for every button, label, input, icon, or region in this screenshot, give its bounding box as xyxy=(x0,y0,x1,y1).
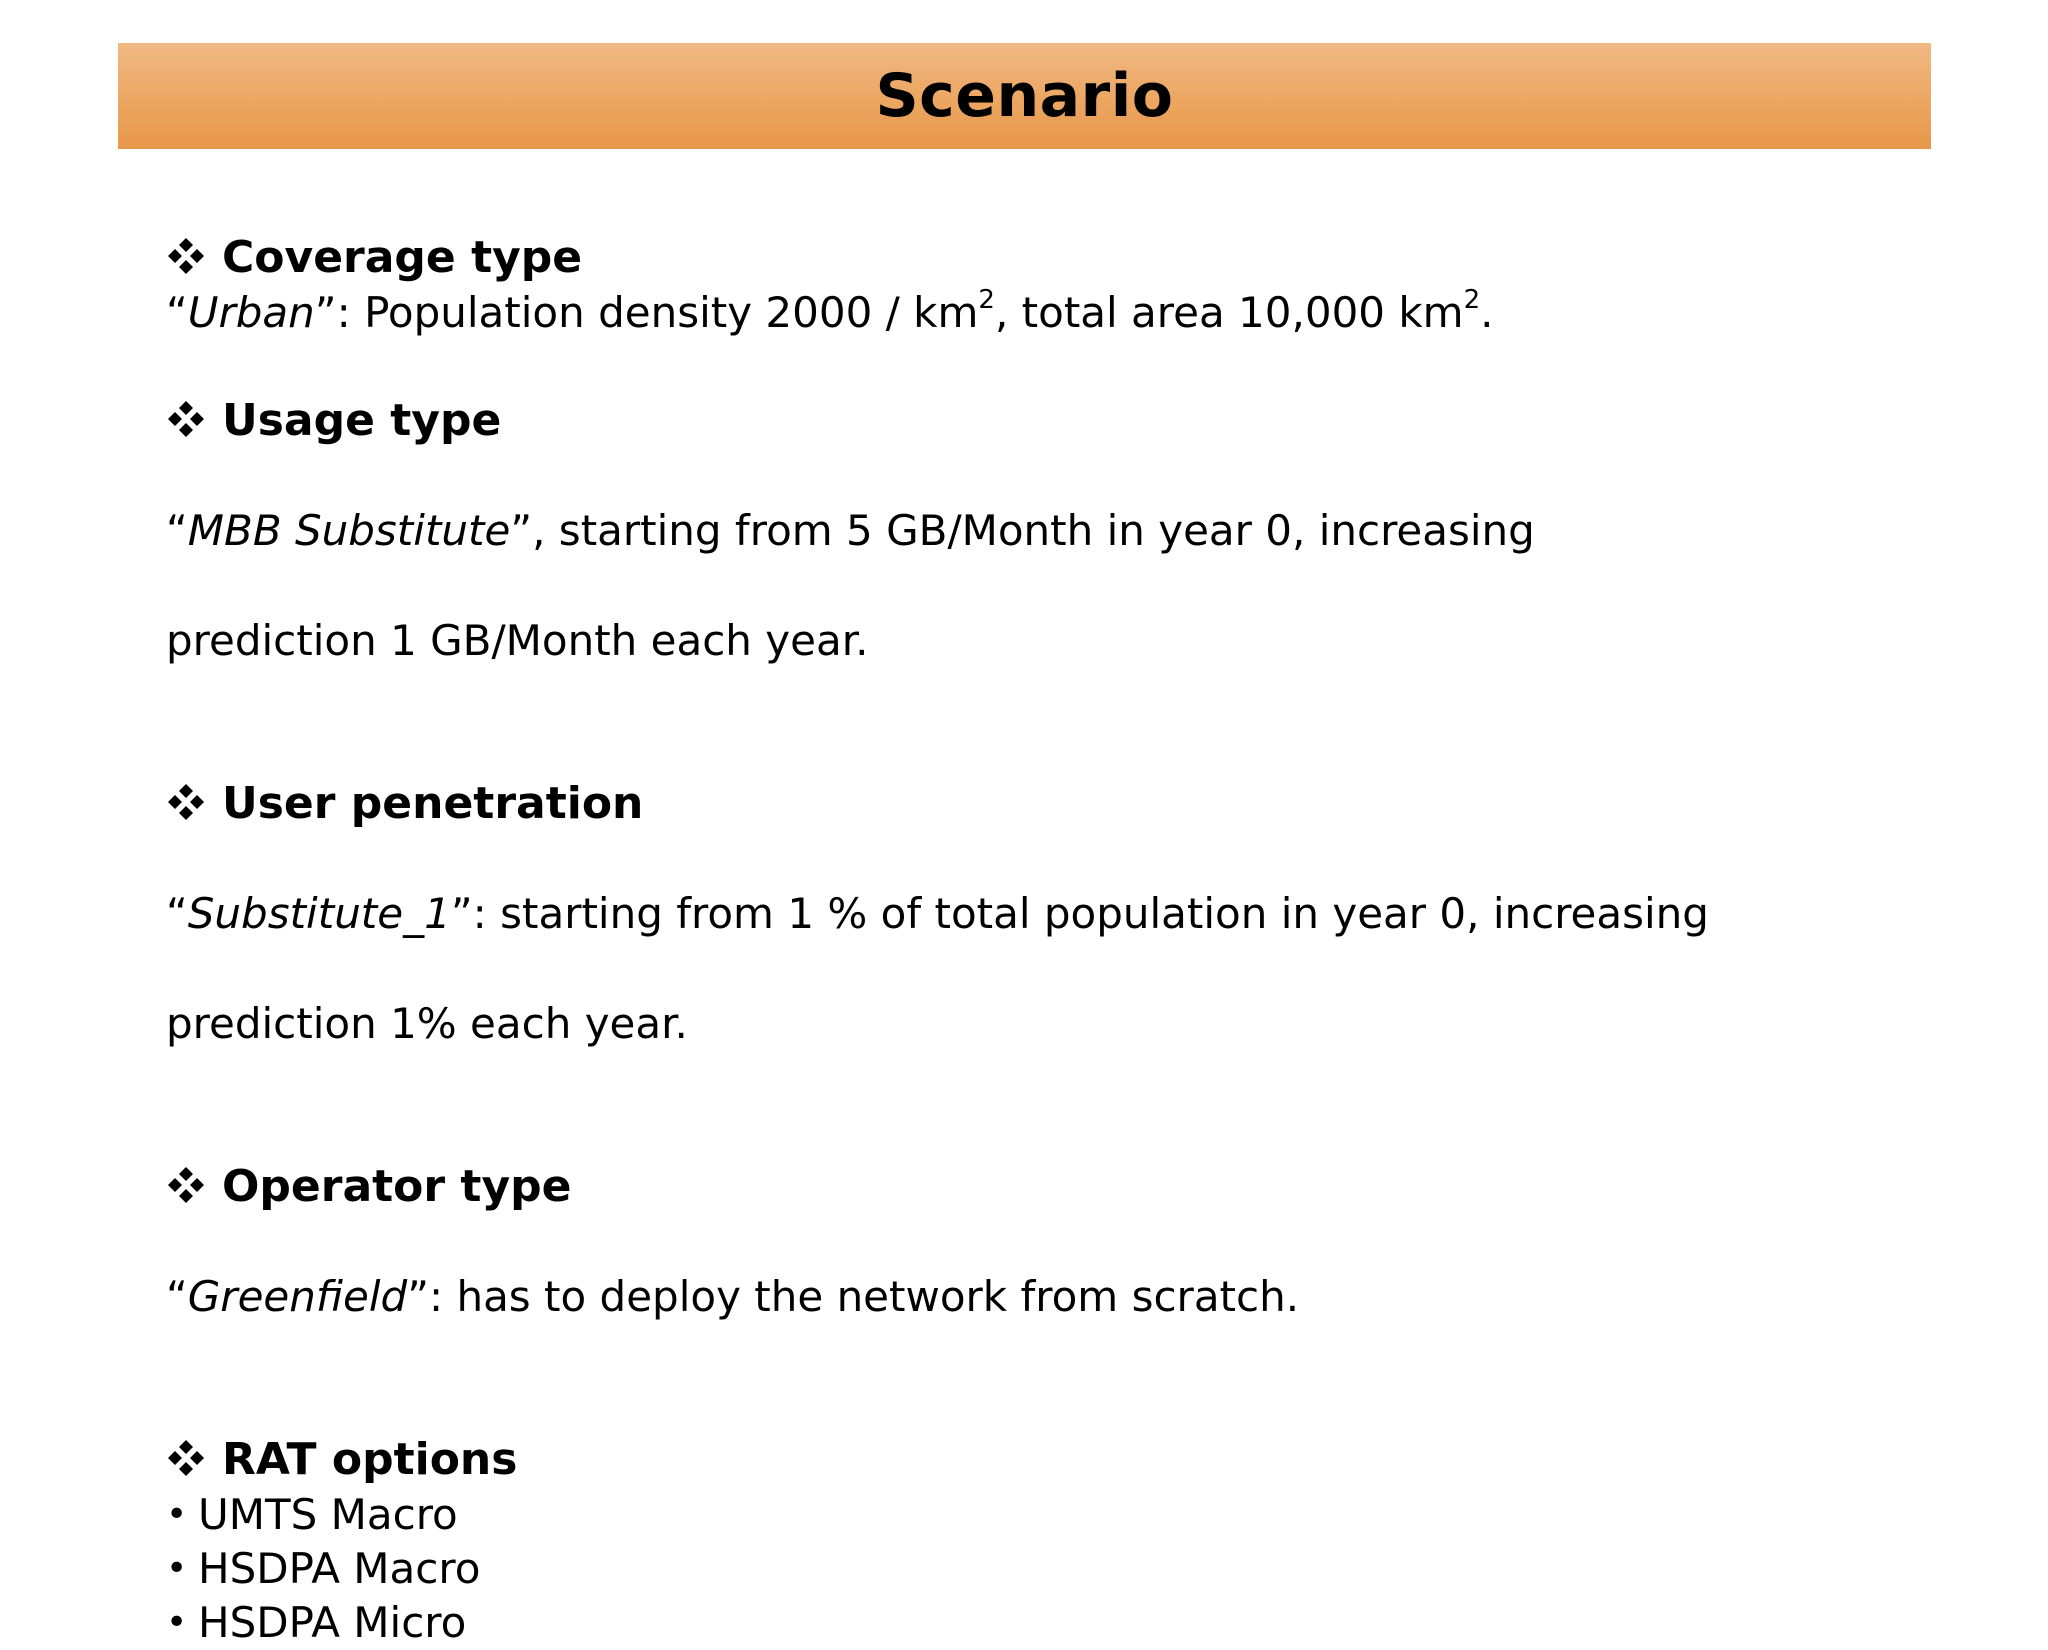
bullet-dot: • xyxy=(166,1547,188,1589)
page-title: Scenario xyxy=(875,61,1174,131)
body-line: “Substitute_1”: starting from 1 % of total population in year 0, increasing xyxy=(166,889,1709,938)
penetration-name: Substitute_1 xyxy=(187,889,451,938)
section-user-penetration xyxy=(166,776,1946,1106)
body-line: “Greenfield”: has to deploy the network from scratch. xyxy=(166,1272,1300,1321)
penetration-line1: : starting from 1 % of total population in year 0, increasing xyxy=(472,889,1709,938)
body-line: prediction 1% each year. xyxy=(166,999,688,1048)
section-heading xyxy=(166,1159,1946,1214)
section-body xyxy=(166,831,1946,1106)
heading-label: Usage type xyxy=(222,395,502,446)
four-diamond-icon xyxy=(166,399,206,439)
list-item-label: HSDPA Macro xyxy=(198,1543,481,1593)
four-diamond-icon xyxy=(166,1165,206,1205)
section-coverage-type xyxy=(166,230,1946,340)
list-item xyxy=(166,1487,1946,1541)
section-heading xyxy=(166,1432,1946,1487)
section-body xyxy=(166,448,1946,723)
four-diamond-icon xyxy=(166,1438,206,1478)
heading-label: Coverage type xyxy=(222,232,583,283)
list-item xyxy=(166,1595,1946,1649)
body-line: “MBB Substitute”, starting from 5 GB/Month in year 0, increasing xyxy=(166,506,1535,555)
coverage-text-a: : Population density 2000 / km xyxy=(336,288,979,337)
section-rat-options xyxy=(166,1432,1946,1649)
section-usage-type xyxy=(166,393,1946,723)
coverage-text-c: . xyxy=(1480,288,1494,337)
body-line: prediction 1 GB/Month each year. xyxy=(166,616,869,665)
usage-name: MBB Substitute xyxy=(187,506,511,555)
bullet-dot: • xyxy=(166,1601,188,1643)
four-diamond-icon xyxy=(166,236,206,276)
heading-label: RAT options xyxy=(222,1434,518,1485)
operator-name: Greenfield xyxy=(187,1272,408,1321)
bullet-dot: • xyxy=(166,1493,188,1535)
list-item-label: HSDPA Micro xyxy=(198,1597,467,1647)
coverage-name: Urban xyxy=(187,288,315,337)
section-operator-type xyxy=(166,1159,1946,1379)
coverage-text-b: , total area 10,000 km xyxy=(994,288,1464,337)
rat-options-list xyxy=(166,1487,1946,1649)
usage-line1: , starting from 5 GB/Month in year 0, increasing xyxy=(532,506,1535,555)
superscript: 2 xyxy=(1463,285,1481,315)
title-bar xyxy=(118,43,1931,149)
heading-label: Operator type xyxy=(222,1161,572,1212)
slide-content xyxy=(166,230,1946,1649)
operator-line1: : has to deploy the network from scratch. xyxy=(428,1272,1300,1321)
section-heading xyxy=(166,230,1946,285)
list-item xyxy=(166,1541,1946,1595)
superscript: 2 xyxy=(978,285,995,315)
section-body xyxy=(166,1214,1946,1379)
section-heading xyxy=(166,776,1946,831)
section-body: “Urban”: Population density $2000 / km^2$, total area 10,000 $km^2$. xyxy=(166,285,1494,337)
heading-label: User penetration xyxy=(222,778,644,829)
list-item-label: UMTS Macro xyxy=(198,1489,458,1539)
section-heading xyxy=(166,393,1946,448)
four-diamond-icon xyxy=(166,782,206,822)
